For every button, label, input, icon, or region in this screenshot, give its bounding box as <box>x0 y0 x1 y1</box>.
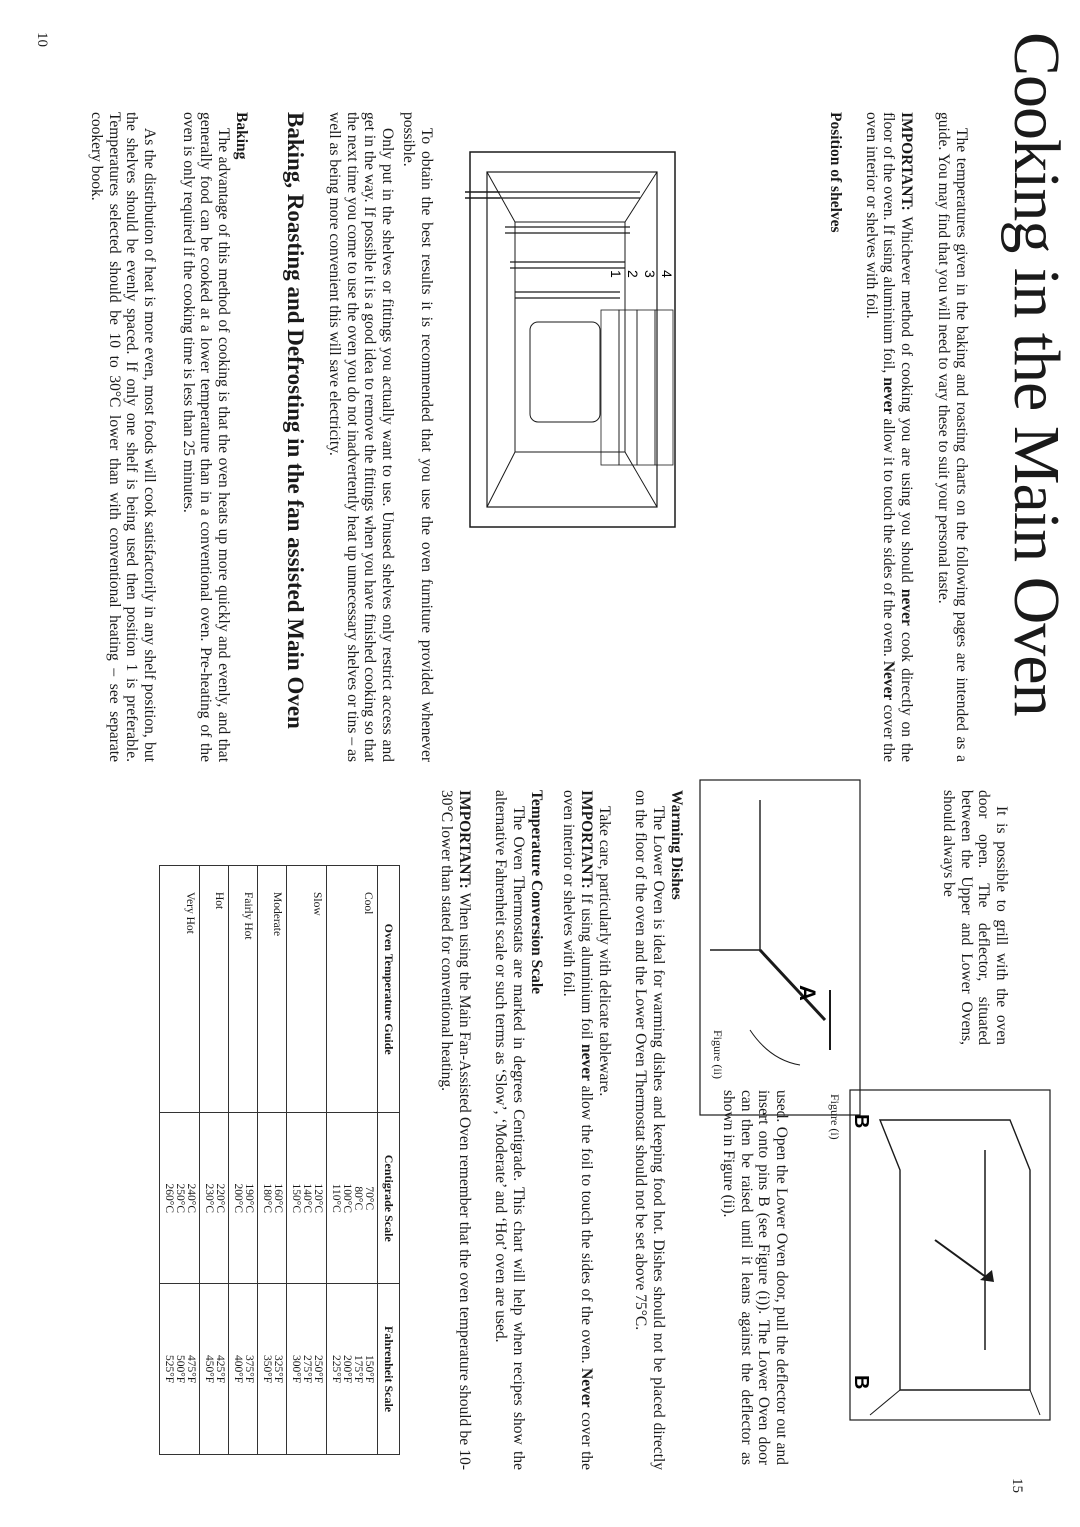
oven-edge-lines <box>870 1390 1040 1415</box>
fahrenheit-value: 175°F <box>352 1354 364 1384</box>
figure-frame <box>850 1090 1050 1420</box>
fahrenheit-value: 325°F <box>272 1354 284 1384</box>
shelf-guide <box>655 310 673 465</box>
oven-body <box>710 800 760 950</box>
oven-back-top <box>625 172 657 507</box>
grill-paragraph: It is possible to grill with the oven door open. The deflector, situated between the Upper and Lower Ovens, should always be <box>940 790 1010 1045</box>
temperature-conversion-table <box>159 865 400 1455</box>
table-row <box>258 866 287 1455</box>
centigrade-value: 240°C <box>185 1183 197 1214</box>
fahrenheit-value: 225°F <box>330 1354 342 1384</box>
fahrenheit-cell <box>229 1284 258 1455</box>
oven-back-bottom <box>487 172 515 507</box>
table-body <box>160 866 378 1455</box>
centigrade-cell <box>229 1113 258 1284</box>
centigrade-value: 120°C <box>312 1183 324 1214</box>
fan-cover <box>530 322 600 422</box>
warming-dishes-heading: Warming Dishes <box>668 790 685 900</box>
page-title: Cooking in the Main Oven <box>1000 32 1073 716</box>
table-row <box>160 866 200 1455</box>
oven-outer-frame <box>470 152 675 527</box>
centigrade-value: 110°C <box>330 1183 342 1213</box>
guide-cell: Hot <box>200 866 229 1113</box>
fahrenheit-value: 200°F <box>341 1354 353 1384</box>
fahrenheit-value: 250°F <box>312 1354 324 1384</box>
centigrade-value: 230°C <box>203 1183 215 1214</box>
table-row <box>287 866 327 1455</box>
figure-ii-caption: Figure (ii) <box>711 1030 725 1079</box>
oven-shelves-diagram <box>470 152 675 527</box>
table-row <box>200 866 229 1455</box>
fahrenheit-value: 150°F <box>363 1354 375 1384</box>
shelves-paragraph: Only put in the shelves or fittings you actually want to use. Unused shelves only restrict access and get in the way. If possible it is a good idea to remove the fittings when you have finished cooking so that the next time you come to use the oven you do not inadvertently heat up unnecessary shelves or tins – as well as being more convenient this will save electricity. <box>326 112 396 762</box>
fahrenheit-cell <box>160 1284 200 1455</box>
shelf-number: 4 <box>659 270 675 278</box>
shelf-guide <box>637 310 655 465</box>
fahrenheit-value: 500°F <box>174 1354 186 1384</box>
pull-arrow-head <box>980 1270 994 1282</box>
guide-cell: Cool <box>327 866 378 1113</box>
figure-i-diagram <box>850 1090 1050 1420</box>
swing-arrow <box>750 1030 800 1065</box>
baking-paragraph: The advantage of this method of cooking is that the oven heats up more quickly and evenly, and that generally food can be cooked at a lower temperature than in a conventional oven. Pre-heating of the oven is only required if the cooking time is less than 25 minutes. <box>179 112 232 762</box>
label-a: A <box>795 985 820 1001</box>
fahrenheit-cell <box>258 1284 287 1455</box>
fahrenheit-value: 275°F <box>301 1354 313 1384</box>
shelf-number: 1 <box>608 270 624 278</box>
important-note: IMPORTANT: Whichever method of cooking you are using you should never cook directly on the floor of the oven. If using aluminium foil, never allow it to touch the sides of the oven. Never cover the oven interior or shelves with foil. <box>862 112 915 763</box>
centigrade-cell <box>327 1113 378 1284</box>
conversion-paragraph: The Oven Thermostats are marked in degrees Centigrade. This chart will help when recipes show the alternative Fahrenheit scale or such terms as ‘Slow’, ‘Moderate’ and ‘Hot’ oven are used. <box>492 790 527 1470</box>
centigrade-value: 260°C <box>163 1183 175 1214</box>
centigrade-value: 190°C <box>243 1183 255 1214</box>
label-b: B <box>850 1375 872 1390</box>
centigrade-value: 220°C <box>214 1183 226 1214</box>
fahrenheit-value: 450°F <box>203 1354 215 1384</box>
centigrade-value: 80°C <box>352 1186 364 1211</box>
distribution-paragraph: As the distribution of heat is more even, most foods will cook satisfactorily in any shelf position, but the shelves should be evenly spaced. If only one shelf is being used then position 1 is preferable. Temperatures selected should be 10 to 30°C lower than with conventional heating – see separate cookery book. <box>88 112 158 762</box>
table-row <box>229 866 258 1455</box>
shelf-guide <box>619 310 637 465</box>
guide-cell: Very Hot <box>160 866 200 1113</box>
fahrenheit-value: 400°F <box>232 1354 244 1384</box>
centigrade-value: 140°C <box>301 1183 313 1214</box>
fahrenheit-cell <box>200 1284 229 1455</box>
important-foil-note: IMPORTANT: If using aluminium foil never allow the foil to touch the sides of the oven. Never cover the oven interior or shelves with foil. <box>560 790 595 1471</box>
fahrenheit-value: 300°F <box>290 1354 302 1384</box>
centigrade-cell <box>160 1113 200 1284</box>
centigrade-value: 100°C <box>341 1183 353 1214</box>
centigrade-cell <box>200 1113 229 1284</box>
fahrenheit-value: 525°F <box>163 1354 175 1384</box>
furniture-paragraph: To obtain the best results it is recommended that you use the oven furniture provided whenever possible. <box>400 112 435 762</box>
intro-paragraph: The temperatures given in the baking and roasting charts on the following pages are intended as a guide. You may find that you will need to vary these to suit your personal taste. <box>935 112 970 762</box>
figure-i-caption: Figure (i) <box>828 1094 842 1140</box>
grill-paragraph-continued: used. Open the Lower Oven door, pull the deflector out and insert onto pins B (see Figure (i)). The Lower Oven door can then be raised until it leans against the deflector as shown in Figure (ii). <box>720 1090 790 1465</box>
shelf-guide <box>601 310 619 465</box>
oven-back-wall <box>515 222 625 452</box>
fahrenheit-cell <box>327 1284 378 1455</box>
pull-arrow-shaft <box>935 1240 990 1280</box>
centigrade-value: 180°C <box>261 1183 273 1214</box>
shelf-number: 2 <box>625 270 641 278</box>
fahrenheit-value: 475°F <box>185 1354 197 1384</box>
position-of-shelves-heading: Position of shelves <box>827 112 844 233</box>
guide-cell: Moderate <box>258 866 287 1113</box>
column-header: Oven Temperature Guide <box>378 866 400 1113</box>
table-row <box>327 866 378 1455</box>
centigrade-value: 150°C <box>290 1183 302 1214</box>
guide-cell: Slow <box>287 866 327 1113</box>
warming-paragraph: The Lower Oven is ideal for warming dishes and keeping food hot. Dishes should not be placed directly on the floor of the oven and the Lower Oven Thermostat should not be set above 75°C. <box>632 790 667 1470</box>
label-b: B <box>850 1114 872 1129</box>
centigrade-value: 160°C <box>272 1183 284 1214</box>
shelf-number: 3 <box>642 270 658 278</box>
centigrade-value: 200°C <box>232 1183 244 1214</box>
baking-heading: Baking <box>233 112 250 160</box>
centigrade-value: 250°C <box>174 1183 186 1214</box>
centigrade-value: 70°C <box>363 1186 375 1211</box>
fahrenheit-value: 375°F <box>243 1354 255 1384</box>
fahrenheit-value: 350°F <box>261 1354 273 1384</box>
column-header: Centigrade Scale <box>378 1113 400 1284</box>
fahrenheit-value: 425°F <box>214 1354 226 1384</box>
conversion-important: IMPORTANT: When using the Main Fan-Assisted Oven remember that the oven temperature should be 10-30°C lower than stated for conventional heating. <box>438 790 473 1470</box>
centigrade-cell <box>258 1113 287 1284</box>
take-care-note: Take care, particularly with delicate tableware. <box>596 806 613 1097</box>
fahrenheit-cell <box>287 1284 327 1455</box>
conversion-heading: Temperature Conversion Scale <box>528 790 545 995</box>
section-heading: Baking, Roasting and Defrosting in the fan assisted Main Oven <box>283 112 308 729</box>
shelf-runners <box>500 192 640 298</box>
guide-cell: Fairly Hot <box>229 866 258 1113</box>
centigrade-cell <box>287 1113 327 1284</box>
important-label: IMPORTANT: <box>898 112 915 211</box>
page-number-right: 15 <box>1009 1478 1025 1493</box>
column-header: Fahrenheit Scale <box>378 1284 400 1455</box>
table-header-row <box>378 866 400 1455</box>
page-number-left: 10 <box>34 32 50 47</box>
